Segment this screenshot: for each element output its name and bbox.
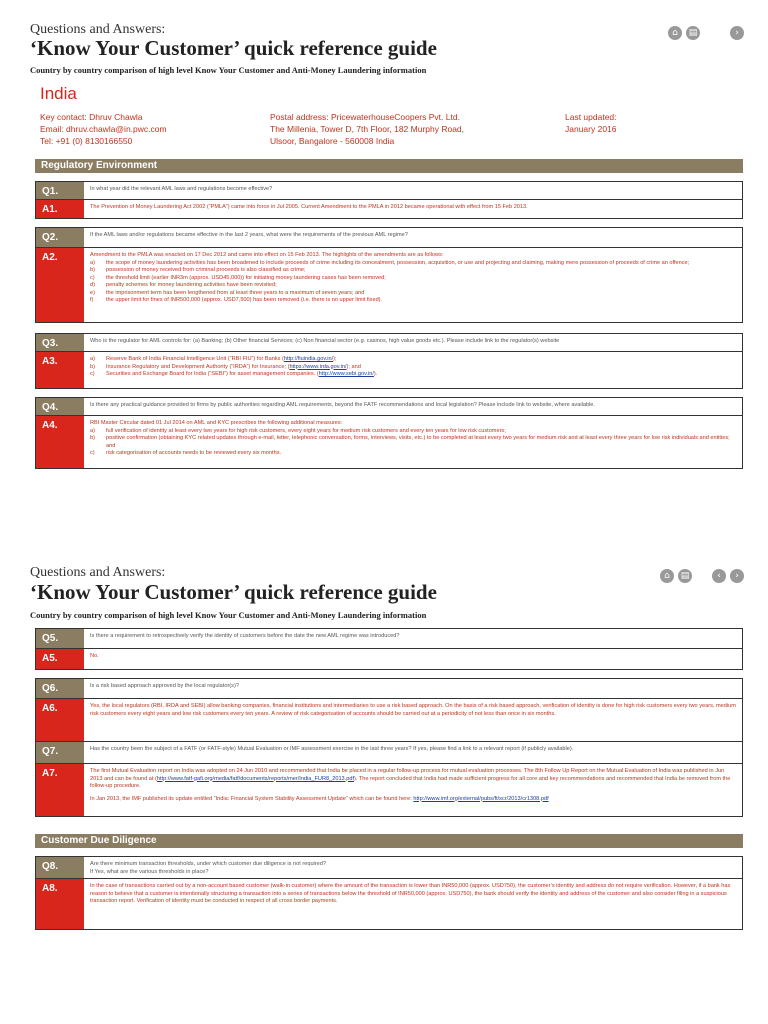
regulator-link[interactable]: http://fiuindia.gov.in/: [283, 356, 334, 362]
page-2: [0, 560, 768, 1024]
answer-text: The Prevention of Money Laundering Act 2002 (“PMLA”) came into force in Jul 2005. Current Amendment to the PMLA in 2012 became operational with effect from 15 Feb 2013.: [90, 204, 528, 210]
answer-list: [90, 428, 736, 458]
country-name: India: [40, 84, 77, 103]
answer-tag: A2.: [36, 248, 84, 322]
answer-text: [84, 416, 742, 468]
email[interactable]: Email: dhruv.chawla@in.pwc.com: [40, 124, 167, 134]
question-text: Is there any practical guidance provided to firms by public authorities regarding AML requirements, beyond the FATF recommendations and local legislation? Please include link to website, where available.: [90, 402, 595, 408]
section-cdd: Customer Due Diligence: [35, 834, 743, 848]
question-line: Are there minimum transaction thresholds, under which customer due diligence is not required?: [90, 861, 326, 867]
list-item: b) Insurance Regulatory and Development Authority (“IRDA”) for Insurance; (https://www.irda.gov.in/); and: [90, 363, 361, 370]
imf-report-link[interactable]: http://www.imf.org/external/pubs/ft/scr/2013/cr1308.pdf: [413, 795, 549, 802]
telephone: Tel: +91 (0) 8130166550: [40, 136, 133, 146]
answer-paragraph: The first Mutual Evaluation report on India was adopted on 24 Jun 2010 and recommended that India be placed in a regular follow-up process for mutual evaluation processes. The 8th Follow Up Report on the Mutual Evaluation of India was published in Jun 2013 and can be found at (http://www.fatf-gafi.org/media/fatf/documents/reports/mer/India_FUR8_2013.pdf). The report concluded that India had made sufficient progress for all core and key recommendations and recommended that India be removed from the follow-up procedure.: [90, 768, 731, 789]
question-tag: Q5.: [36, 629, 84, 648]
answer-tag: A6.: [36, 699, 84, 741]
answer-intro: RBI Master Circular dated 01 Jul 2014 on AML and KYC prescribes the following additional measures:: [90, 420, 343, 426]
answer-tag: A8.: [36, 879, 84, 929]
question-text: Has the country been the subject of a FATF (or FATF-style) Mutual Evaluation or IMF assessment exercise in the last three years? If yes, please find a link to a relevant report (if publicly available).: [90, 746, 574, 752]
question-tag: Q6.: [36, 679, 84, 698]
answer-text: In the case of transactions carried out by a non-account based customer (walk-in customer) where the amount of the transaction is lower than INR50,000 (approx. USD750), the customer’s identity and address do not require verification. However, if a bank has reason to believe that a customer is intentionally structuring a transaction into a series of transactions below the threshold of INR50,000 (approx. USD750), the bank should verify the identity and address of the customer and also consider filing in a suspicious transaction report. Verification of identity must be conducted in respect of all cross border payments.: [90, 883, 731, 904]
next-icon[interactable]: ›: [730, 569, 744, 583]
home-icon[interactable]: ⌂: [660, 569, 674, 583]
question-line: If Yes, what are the various thresholds in place?: [90, 868, 209, 875]
question-text: If the AML laws and/or regulations became effective in the last 2 years, what were the requirements of the previous AML regime?: [90, 232, 408, 238]
answer-text: Yes, the local regulators (RBI, IRDA and SEBI) allow banking companies, financial institutions and intermediaries to use a risk based approach. On the basis of a risk based approach, verification of identity is done for high risk customers every two years, medium risk customers every eight years and low risk customers every ten years. A review of risk categorisation of accounts should be carried out at a periodicity of not less than once in six months.: [90, 703, 736, 717]
nav-icons: [668, 26, 744, 40]
list-item: a) the scope of money laundering activities has been broadened to include proceeds of crime including its concealment, possession, acquisition, or use and projecting and claiming, making mere possession of proceeds of crime an offence;: [90, 259, 690, 266]
last-updated: [565, 111, 617, 135]
question-tag: Q3.: [36, 334, 84, 351]
list-item: d) penalty schemes for money laundering activities have been revisited;: [90, 282, 277, 288]
answer-paragraph: In Jan 2013, the IMF published its update entitled “India: Financial System Stability Assessment Update” which can be found here: http://www.imf.org/external/pubs/ft/scr/2013/cr1308.pdf: [90, 795, 549, 802]
answer-list: [90, 356, 736, 379]
list-item: a) full verification of identity at least every two years for high risk customers, every eight years for medium risk customers and every ten years for low risk customers;: [90, 427, 506, 434]
qa-block-6: [35, 678, 743, 742]
guide-subtitle: Country by country comparison of high level Know Your Customer and Anti-Money Laundering information: [30, 610, 427, 620]
question-text: In what year did the relevant AML laws and regulations become effective?: [90, 186, 273, 192]
answer-tag: A5.: [36, 649, 84, 669]
qa-block-1: [35, 181, 743, 219]
next-icon[interactable]: ›: [730, 26, 744, 40]
list-item: c) risk categorisation of accounts needs to be reviewed every six months.: [90, 450, 282, 456]
last-updated-value: January 2016: [565, 124, 617, 134]
qa-label: Questions and Answers:: [30, 22, 166, 37]
answer-text: [84, 352, 742, 388]
prev-icon[interactable]: ‹: [712, 569, 726, 583]
guide-title: ‘Know Your Customer’ quick reference guide: [30, 580, 437, 604]
section-regulatory: Regulatory Environment: [35, 159, 743, 173]
guide-subtitle: Country by country comparison of high level Know Your Customer and Anti-Money Laundering information: [30, 65, 427, 75]
guide-title: ‘Know Your Customer’ quick reference guide: [30, 36, 437, 60]
answer-text: [84, 764, 742, 816]
postal-line-3: Ulsoor, Bangalore - 560008 India: [270, 136, 395, 146]
postal-line-2: The Millenia, Tower D, 7th Floor, 182 Murphy Road,: [270, 124, 465, 134]
postal-address: [270, 111, 464, 147]
nav-icons: [660, 569, 744, 583]
home-icon[interactable]: ⌂: [668, 26, 682, 40]
last-updated-label: Last updated:: [565, 112, 617, 122]
qa-block-7: [35, 741, 743, 817]
regulator-link[interactable]: https://www.irda.gov.in/: [289, 363, 347, 370]
list-item: b) possession of money received from criminal proceeds is also classified as crime;: [90, 267, 306, 273]
list-item: a) Reserve Bank of India Financial Intelligence Unit (“RBI FIU”) for Banks (http://fiuindia.gov.in/);: [90, 356, 337, 362]
answer-tag: A4.: [36, 416, 84, 468]
qa-block-8: [35, 856, 743, 930]
list-item: c) the threshold limit (earlier INR3m (approx. USD45,000)) for initiating money laundering cases has been removed;: [90, 274, 386, 281]
qa-block-5: [35, 628, 743, 670]
answer-intro: Amendment to the PMLA was enacted on 17 Dec 2012 and came into effect on 15 Feb 2013. The highlights of the amendments are as follows:: [90, 252, 444, 258]
list-item: c) Securities and Exchange Board for India (“SEBI”) for asset management companies. (http://www.sebi.gov.in/).: [90, 371, 378, 377]
answer-list: [90, 260, 736, 305]
fatf-report-link[interactable]: http://www.fatf-gafi.org/media/fatf/documents/reports/mer/India_FUR8_2013.pdf: [156, 775, 354, 782]
question-text: Is a risk based approach approved by the local regulator(s)?: [90, 683, 239, 689]
answer-tag: A7.: [36, 764, 84, 816]
question-tag: Q8.: [36, 857, 84, 878]
qa-block-3: [35, 333, 743, 389]
question-text: Who is the regulator for AML controls for: (a) Banking; (b) Other financial Services; (c) Non financial sector (e.g. casinos, high value goods etc.). Please include link to the regulator(s) website: [90, 338, 560, 344]
key-contact: Key contact: Dhruv Chawla: [40, 112, 143, 122]
answer-tag: A1.: [36, 200, 84, 218]
question-text: Is there a requirement to retrospectively verify the identity of customers before the date the new AML regime was introduced?: [90, 633, 400, 639]
list-item: e) the imprisonment term has been lengthened from at least three years to a maximum of seven years; and: [90, 289, 365, 296]
list-item: b) positive confirmation (obtaining KYC related updates through e-mail, letter, telephonic conversation, forms, interviews, visits, etc.) to be completed at least every two years for medium risk and at least every three years for low risk individuals and entities; and: [90, 435, 730, 449]
answer-text: [84, 248, 742, 322]
question-text: [84, 857, 742, 878]
postal-line-1: Postal address: PricewaterhouseCoopers Pvt. Ltd.: [270, 112, 460, 122]
print-icon[interactable]: ▤: [686, 26, 700, 40]
question-tag: Q4.: [36, 398, 84, 415]
question-tag: Q2.: [36, 228, 84, 247]
answer-tag: A3.: [36, 352, 84, 388]
question-tag: Q1.: [36, 182, 84, 199]
qa-block-4: [35, 397, 743, 469]
list-item: f) the upper limit for fines of INR500,000 (approx. USD7,500) has been removed (i.e. there is no upper limit fixed).: [90, 297, 383, 303]
answer-text: No.: [90, 653, 99, 659]
qa-block-2: [35, 227, 743, 323]
contact-person: [40, 111, 167, 147]
regulator-link[interactable]: http://www.sebi.gov.in/: [318, 371, 374, 377]
qa-label: Questions and Answers:: [30, 565, 166, 580]
print-icon[interactable]: ▤: [678, 569, 692, 583]
question-tag: Q7.: [36, 742, 84, 763]
